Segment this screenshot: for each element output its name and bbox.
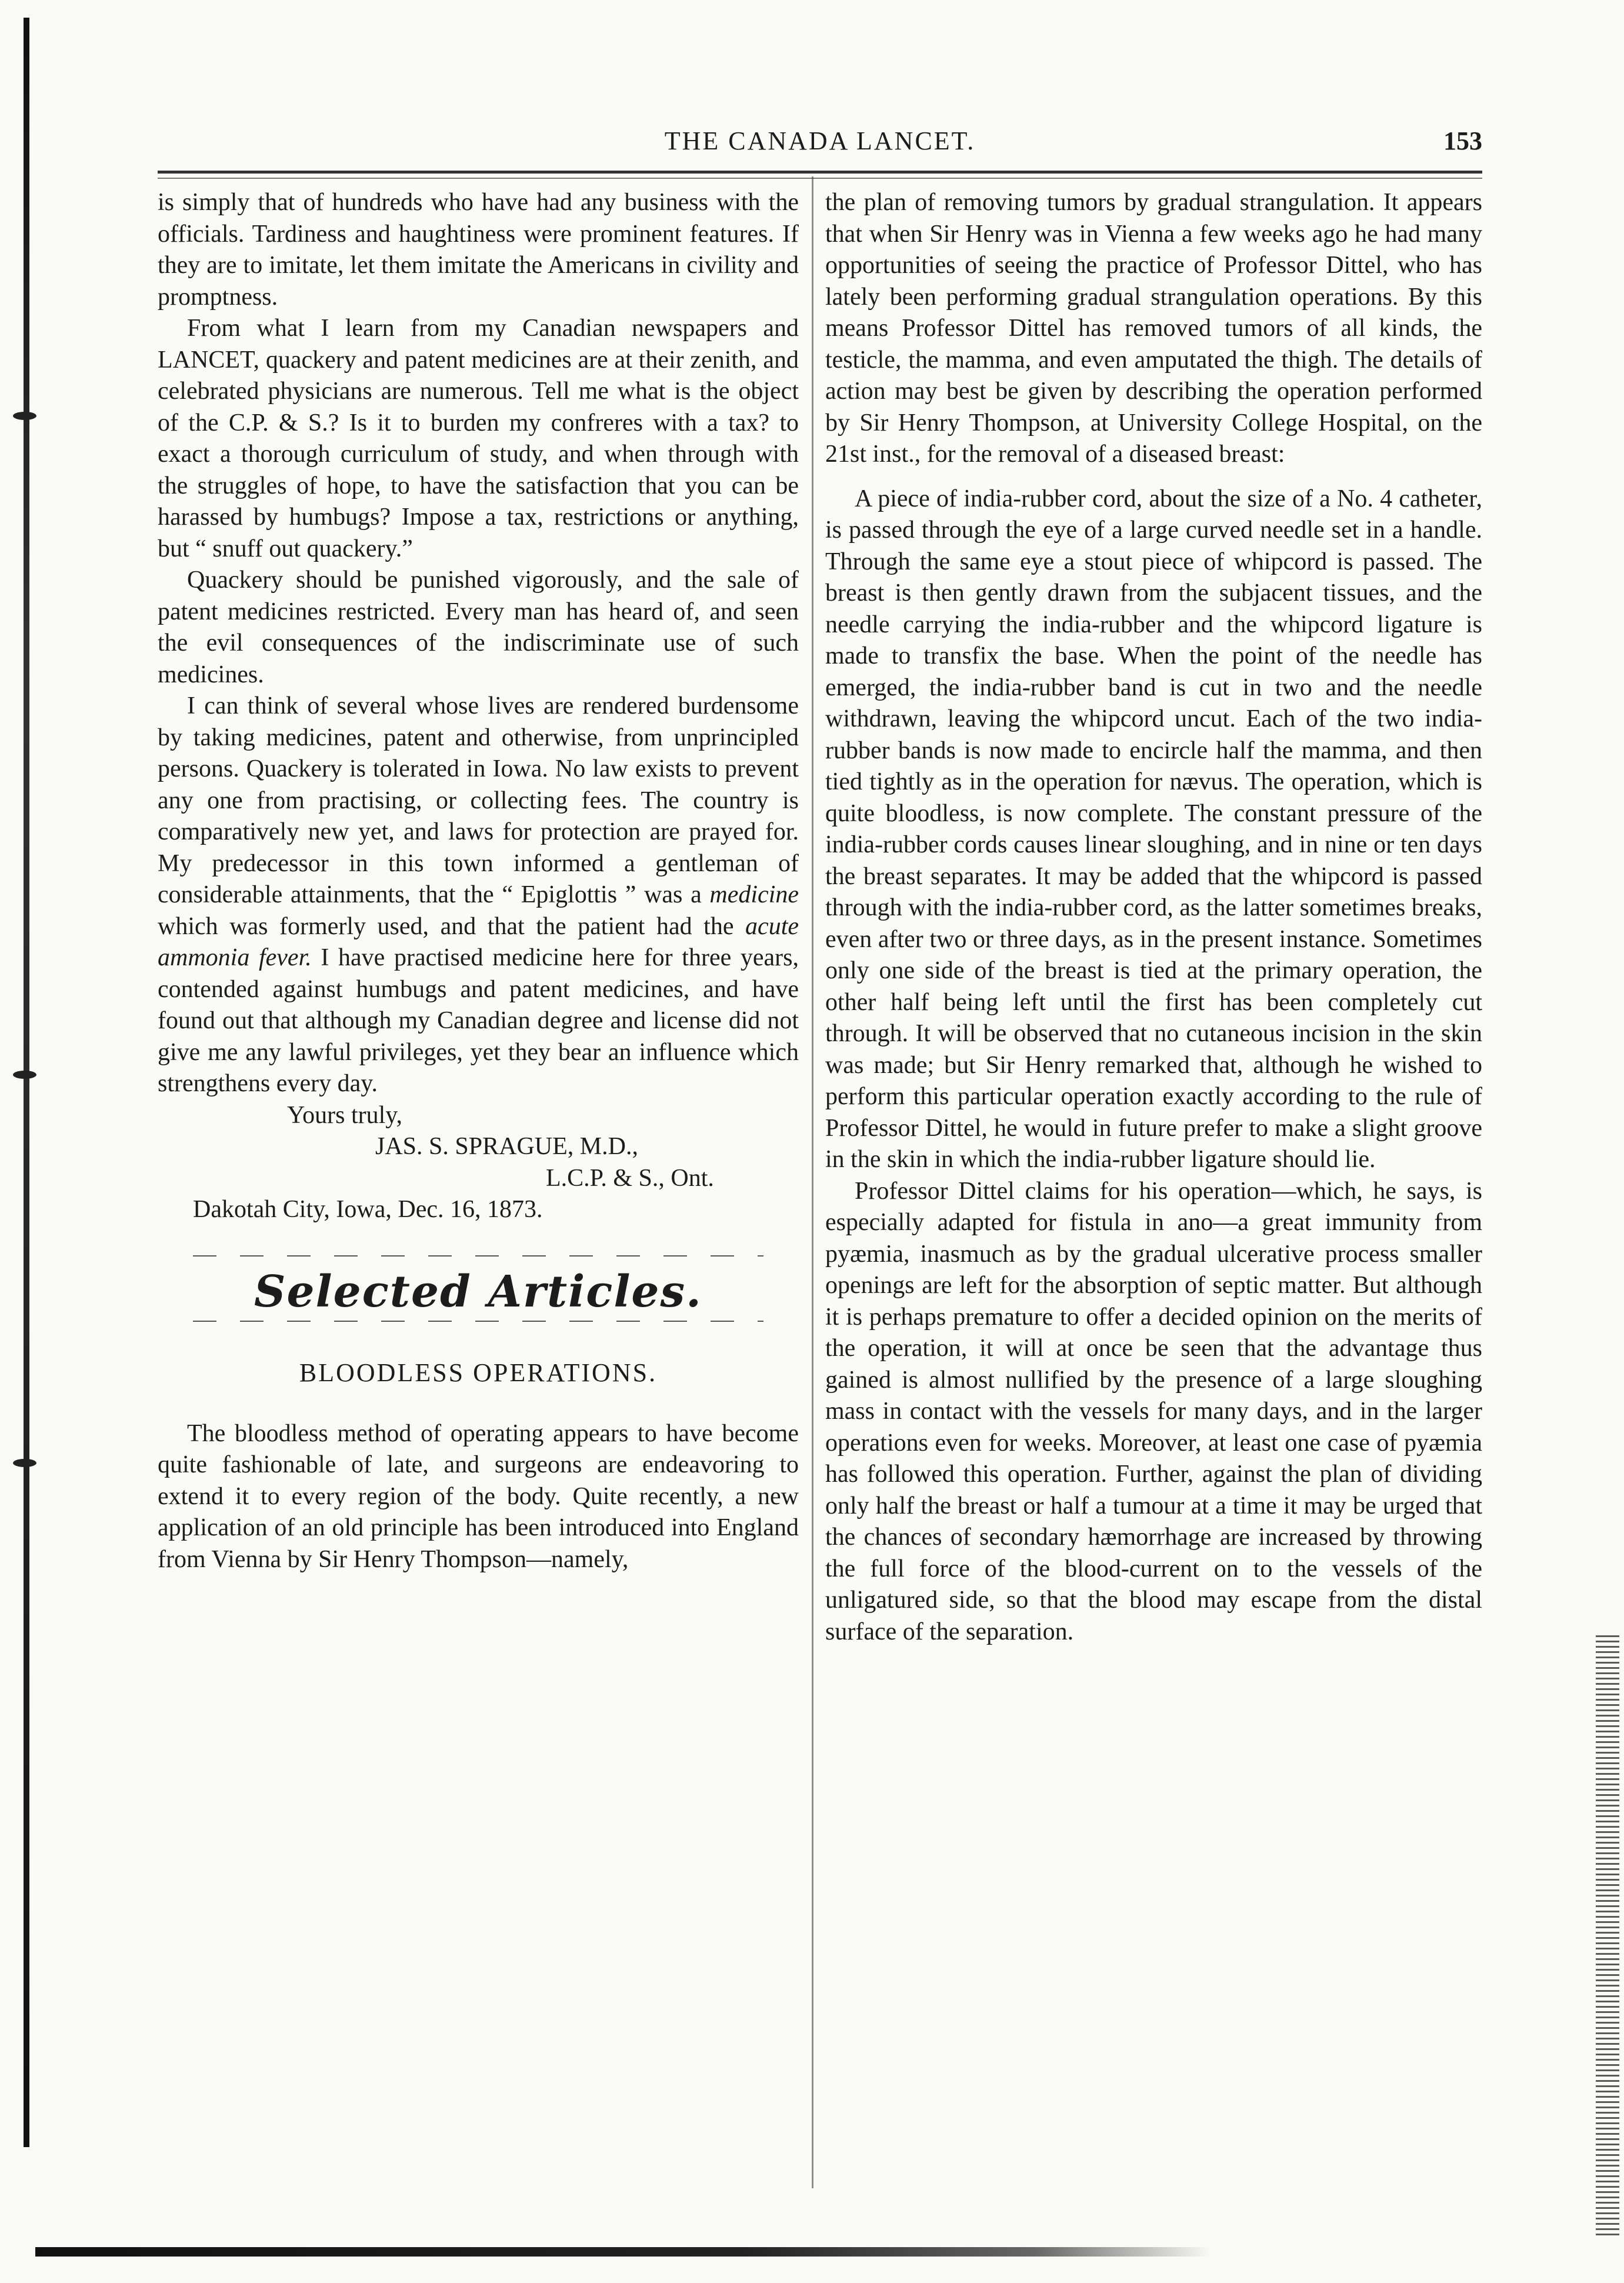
binding-mark	[13, 1071, 36, 1079]
section-title: Selected Articles.	[254, 1266, 702, 1317]
paragraph: Quackery should be punished vigorously, and the sale of patent medicines restricted. Every man has heard of, and seen the evil consequences of the indiscriminate use of such medicines.	[158, 566, 799, 688]
section-separator	[193, 1255, 763, 1257]
paragraph-text: I have practised medicine here for three years, contended against humbugs and patent medicines, and have found out that although my Canadian degree and license did not give me any lawful privileges, yet they bear an influence which strengthens every day.	[158, 944, 799, 1097]
section-separator	[193, 1321, 763, 1322]
binding-mark	[13, 1459, 36, 1467]
scan-bottom-edge	[35, 2247, 1212, 2257]
paragraph: The bloodless method of operating appears to have become quite fashionable of late, and surgeons are endeavoring to extend it to every region of the body. Quite recently, a new application of an old principle has been introduced into England from Vienna by Sir Henry Thompson—namely,	[158, 1419, 799, 1573]
scan-edge-noise	[1596, 1635, 1619, 2235]
paragraph: From what I learn from my Canadian newspapers and LANCET, quackery and patent medicines are at their zenith, and celebrated physicians are numerous. Tell me what is the object of the C.P. & S.? Is it to burden my confreres with a tax? to exact a thorough curriculum of study, and when through with the struggles of hope, to have the satisfaction that you can be harassed by humbugs? Impose a tax, restrictions or anything, but “ snuff out quackery.”	[158, 315, 799, 562]
paragraph-text: which was formerly used, and that the patient had the	[158, 912, 746, 940]
binding-edge	[24, 18, 29, 2147]
paragraph: the plan of removing tumors by gradual strangulation. It appears that when Sir Henry was in Vienna a few weeks ago he had many opportunities of seeing the practice of Professor Dittel, who has lately been performing gradual strangulation operations. By this means Professor Dittel has removed tumors of all kinds, the testicle, the mamma, and even amputated the thigh. The details of action may best be given by describing the operation performed by Sir Henry Thompson, at University College Hospital, on the 21st inst., for the removal of a diseased breast:	[825, 189, 1482, 468]
letter-dateline: Dakotah City, Iowa, Dec. 16, 1873.	[193, 1196, 543, 1223]
letter-signature: JAS. S. SPRAGUE, M.D.,	[375, 1133, 638, 1160]
paragraph-text: I can think of several whose lives are rendered burdensome by taking medicines, patent and otherwise, from unprincipled persons. Quackery is tolerated in Iowa. No law exists to prevent any one from practising, or collecting fees. The country is comparatively new yet, and laws for protection are prayed for. My predecessor in this town informed a gentleman of considerable attainments, that the “ Epiglottis ” was a	[158, 692, 799, 908]
article-title: BLOODLESS OPERATIONS.	[299, 1358, 658, 1387]
paragraph: A piece of india-rubber cord, about the size of a No. 4 catheter, is passed through the eye of a large curved needle set in a handle. Through the same eye a stout piece of whipcord is passed. The breast is then gently drawn from the subjacent tissues, and the needle carrying the india-rubber and the whipcord ligature is made to transfix the base. When the point of the needle has emerged, the india-rubber band is cut in two and the needle withdrawn, leaving the whipcord uncut. Each of the two india-rubber bands is now made to encircle half the mamma, and then tied tightly as in the operation for nævus. The operation, which is quite bloodless, is now complete. The constant pressure of the india-rubber cords causes linear sloughing, and in nine or ten days the breast separates. It may be added that the whipcord is passed through with the india-rubber cord, as the latter sometimes breaks, even after two or three days, as in the present instance. Sometimes only one side of the breast is tied at the primary operation, the other half being left until the first has been completely cut through. It will be observed that no cutaneous incision in the skin was made; but Sir Henry remarked that, although he wished to perform this particular operation exactly according to the rule of Professor Dittel, he would in future prefer to make a slight groove in the skin in which the india-rubber ligature should lie.	[825, 485, 1482, 1173]
column-divider	[812, 176, 813, 2188]
binding-mark	[13, 412, 36, 420]
letter-closing: Yours truly,	[287, 1101, 403, 1129]
page-number: 153	[1443, 126, 1482, 155]
left-column	[158, 187, 799, 1575]
italic-text: medicine	[709, 881, 799, 908]
italic-text: acute ammonia fever.	[158, 912, 799, 971]
running-title: THE CANADA LANCET.	[664, 126, 976, 155]
paragraph: Professor Dittel claims for his operation—which, he says, is especially adapted for fistula in ano—a great immunity from pyæmia, inasmuch as by the gradual ulcerative process smaller openings are left for the absorption of septic matter. But although it is perhaps premature to offer a decided opinion on the merits of the operation, it will at once be seen that the advantage thus gained is almost nullified by the presence of a large sloughing mass in contact with the vessels for many days, and in the larger operations even for weeks. Moreover, at least one case of pyæmia has followed this operation. Further, against the plan of dividing only half the breast or half a tumour at a time it may be urged that the chances of secondary hæmorrhage are increased by throwing the full force of the blood-current on to the vessels of the unligatured side, so that the blood may escape from the distal surface of the separation.	[825, 1177, 1482, 1645]
header-rule	[158, 171, 1482, 174]
paragraph: is simply that of hundreds who have had any business with the officials. Tardiness and haughtiness were prominent features. If they are to imitate, let them imitate the Americans in civility and promptness.	[158, 189, 799, 311]
page-header	[158, 122, 1482, 169]
paragraph	[158, 691, 799, 1100]
header-rule-thin	[158, 178, 1482, 179]
right-column	[825, 187, 1482, 1648]
letter-credentials: L.C.P. & S., Ont.	[546, 1164, 714, 1192]
